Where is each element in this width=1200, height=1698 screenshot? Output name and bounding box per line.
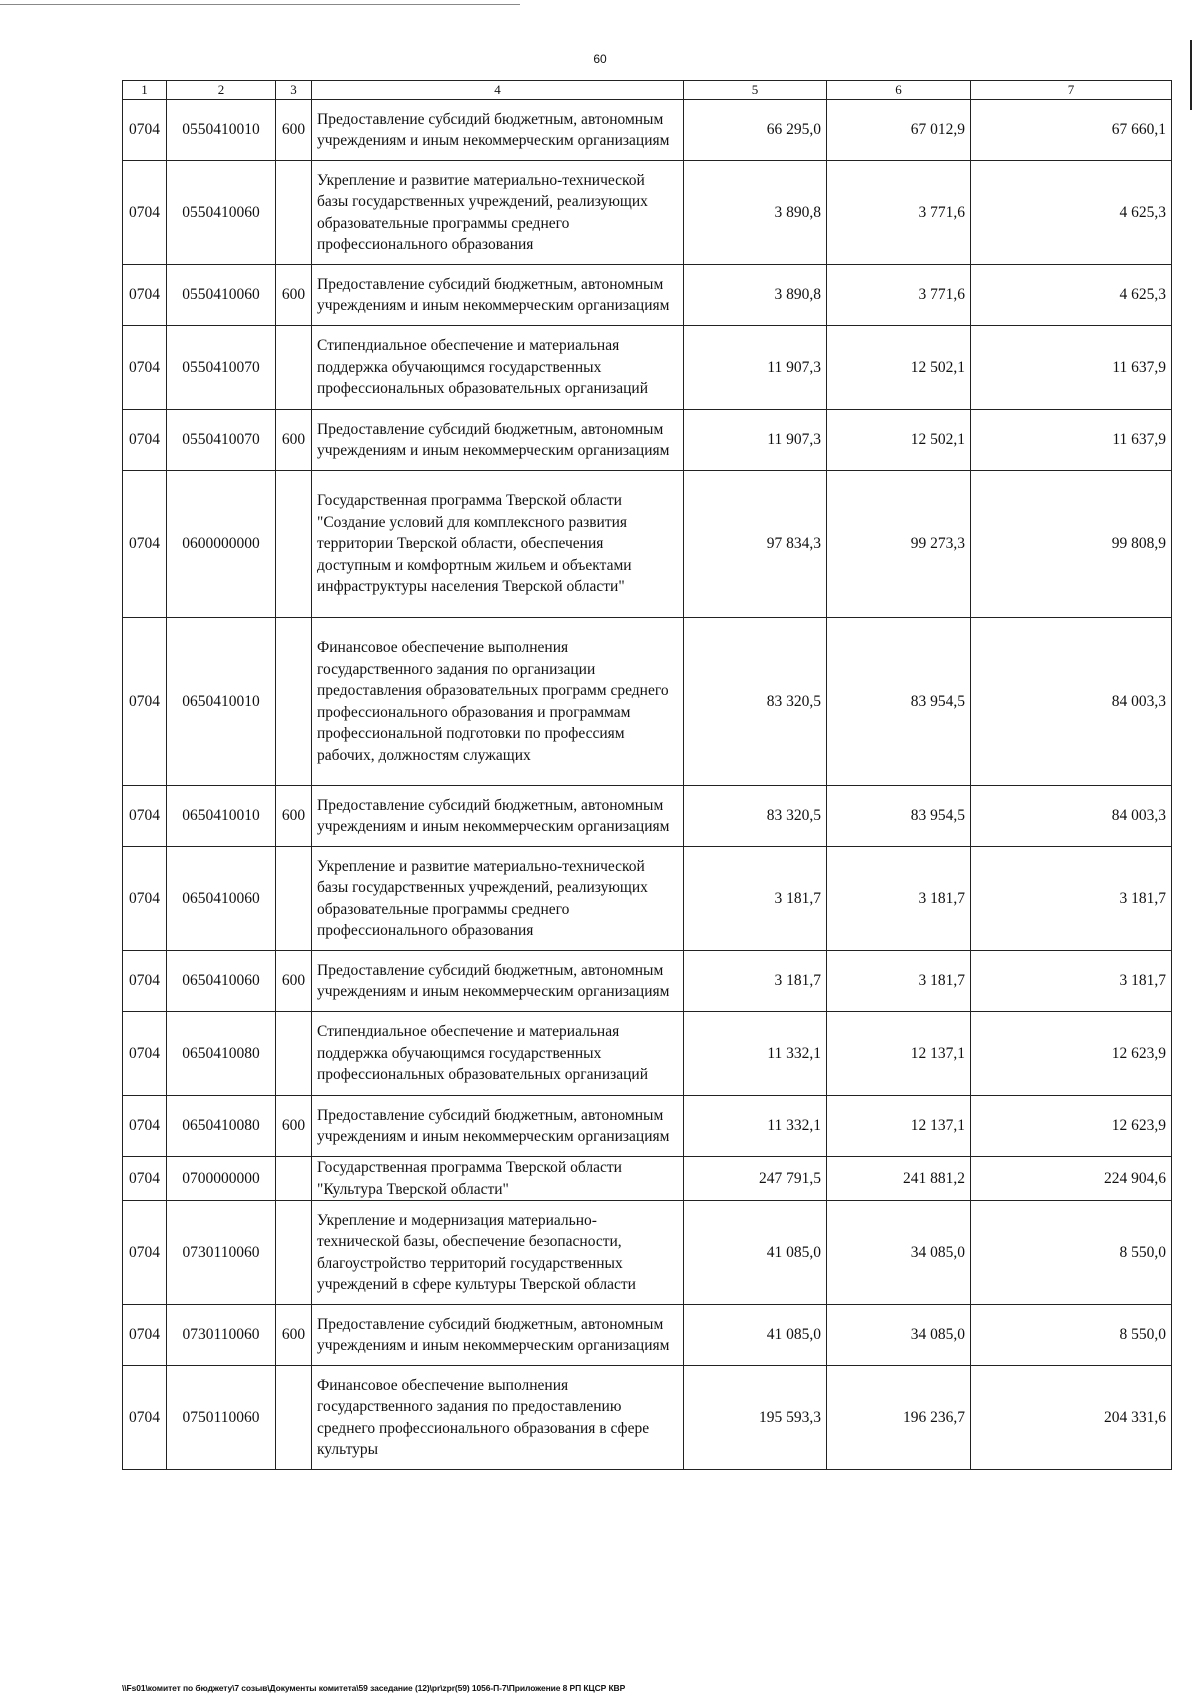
row-expense-type-code: 600 [276,1096,312,1157]
row-amount-col7: 8 550,0 [971,1305,1172,1366]
table-row [123,410,1172,471]
row-amount-col7: 224 904,6 [971,1157,1172,1201]
row-section-code: 0704 [123,265,167,326]
row-name: Предоставление субсидий бюджетным, автономным учреждениям и иным некоммерческим организациям [312,1096,684,1157]
column-header: 2 [167,81,276,100]
row-amount-col7: 8 550,0 [971,1201,1172,1305]
row-section-code: 0704 [123,1157,167,1201]
row-amount-col6: 3 771,6 [827,265,971,326]
row-section-code: 0704 [123,951,167,1012]
row-target-article-code: 0550410070 [167,410,276,471]
row-expense-type-code [276,326,312,410]
row-amount-col7: 3 181,7 [971,951,1172,1012]
row-amount-col6: 83 954,5 [827,618,971,786]
row-name: Государственная программа Тверской области "Культура Тверской области" [312,1157,684,1201]
table-row [123,786,1172,847]
row-target-article-code: 0550410060 [167,265,276,326]
row-target-article-code: 0750110060 [167,1366,276,1470]
row-amount-col5: 11 907,3 [684,326,827,410]
table-row [123,1201,1172,1305]
row-amount-col7: 3 181,7 [971,847,1172,951]
row-amount-col5: 247 791,5 [684,1157,827,1201]
row-section-code: 0704 [123,618,167,786]
row-section-code: 0704 [123,1305,167,1366]
row-expense-type-code: 600 [276,265,312,326]
row-amount-col6: 67 012,9 [827,100,971,161]
row-section-code: 0704 [123,847,167,951]
row-target-article-code: 0550410060 [167,161,276,265]
table-row [123,471,1172,618]
row-section-code: 0704 [123,471,167,618]
row-amount-col5: 11 332,1 [684,1096,827,1157]
table-row [123,618,1172,786]
row-expense-type-code: 600 [276,410,312,471]
row-amount-col7: 4 625,3 [971,265,1172,326]
row-expense-type-code [276,1201,312,1305]
row-expense-type-code [276,618,312,786]
row-amount-col5: 3 890,8 [684,265,827,326]
row-amount-col6: 196 236,7 [827,1366,971,1470]
row-section-code: 0704 [123,326,167,410]
row-target-article-code: 0730110060 [167,1201,276,1305]
row-section-code: 0704 [123,410,167,471]
row-name: Предоставление субсидий бюджетным, автономным учреждениям и иным некоммерческим организациям [312,100,684,161]
row-amount-col5: 3 890,8 [684,161,827,265]
row-amount-col6: 241 881,2 [827,1157,971,1201]
row-amount-col5: 97 834,3 [684,471,827,618]
row-name: Финансовое обеспечение выполнения государственного задания по организации предоставления образовательных программ среднего профессионального образования и программам профессиональной подготовки по профессиям рабочих, должностям служащих [312,618,684,786]
table-row [123,1305,1172,1366]
table-row [123,1157,1172,1201]
row-expense-type-code [276,161,312,265]
row-amount-col5: 83 320,5 [684,618,827,786]
row-amount-col5: 11 907,3 [684,410,827,471]
row-amount-col5: 66 295,0 [684,100,827,161]
column-header: 4 [312,81,684,100]
row-amount-col6: 3 181,7 [827,951,971,1012]
row-section-code: 0704 [123,1366,167,1470]
row-amount-col6: 83 954,5 [827,786,971,847]
row-name: Предоставление субсидий бюджетным, автономным учреждениям и иным некоммерческим организациям [312,265,684,326]
row-amount-col6: 12 502,1 [827,326,971,410]
row-amount-col7: 11 637,9 [971,410,1172,471]
column-header: 5 [684,81,827,100]
row-name: Стипендиальное обеспечение и материальная поддержка обучающимся государственных профессиональных образовательных организаций [312,326,684,410]
row-amount-col7: 67 660,1 [971,100,1172,161]
row-name: Предоставление субсидий бюджетным, автономным учреждениям и иным некоммерческим организациям [312,786,684,847]
row-amount-col7: 99 808,9 [971,471,1172,618]
row-amount-col6: 34 085,0 [827,1305,971,1366]
row-target-article-code: 0650410010 [167,786,276,847]
row-amount-col5: 41 085,0 [684,1305,827,1366]
row-expense-type-code [276,1012,312,1096]
row-target-article-code: 0650410060 [167,847,276,951]
row-amount-col6: 99 273,3 [827,471,971,618]
page-number: 60 [593,52,607,66]
row-expense-type-code [276,1157,312,1201]
row-amount-col7: 12 623,9 [971,1012,1172,1096]
row-name: Государственная программа Тверской области "Создание условий для комплексного развития территории Тверской области, обеспечения доступным и комфортным жильем и объектами инфраструктуры населения Тверской области" [312,471,684,618]
column-header: 6 [827,81,971,100]
row-expense-type-code: 600 [276,1305,312,1366]
column-header: 7 [971,81,1172,100]
row-expense-type-code [276,847,312,951]
row-target-article-code: 0650410080 [167,1012,276,1096]
table-row [123,100,1172,161]
table-row [123,951,1172,1012]
row-name: Стипендиальное обеспечение и материальная поддержка обучающимся государственных профессиональных образовательных организаций [312,1012,684,1096]
row-target-article-code: 0550410010 [167,100,276,161]
scan-top-rule [0,4,520,5]
row-amount-col7: 204 331,6 [971,1366,1172,1470]
table-row [123,326,1172,410]
row-name: Финансовое обеспечение выполнения государственного задания по предоставлению среднего профессионального образования в сфере культуры [312,1366,684,1470]
table-row [123,1366,1172,1470]
row-amount-col6: 34 085,0 [827,1201,971,1305]
row-amount-col5: 41 085,0 [684,1201,827,1305]
row-expense-type-code: 600 [276,100,312,161]
row-amount-col7: 84 003,3 [971,618,1172,786]
table-row [123,1012,1172,1096]
row-name: Предоставление субсидий бюджетным, автономным учреждениям и иным некоммерческим организациям [312,410,684,471]
file-path-footer: \\Fs01\комитет по бюджету\7 созыв\Документы комитета\59 заседание (12)\pr\zpr(59) 1056-П-7\Приложение 8 РП КЦСР КВР [122,1683,626,1693]
row-target-article-code: 0550410070 [167,326,276,410]
table-header [123,81,1172,100]
row-name: Предоставление субсидий бюджетным, автономным учреждениям и иным некоммерческим организациям [312,951,684,1012]
row-name: Укрепление и развитие материально-технической базы государственных учреждений, реализующих образовательные программы среднего профессионального образования [312,161,684,265]
row-section-code: 0704 [123,161,167,265]
column-header: 3 [276,81,312,100]
row-amount-col6: 12 137,1 [827,1096,971,1157]
row-section-code: 0704 [123,1201,167,1305]
row-target-article-code: 0650410010 [167,618,276,786]
row-target-article-code: 0700000000 [167,1157,276,1201]
table-row [123,1096,1172,1157]
row-amount-col5: 195 593,3 [684,1366,827,1470]
row-amount-col7: 11 637,9 [971,326,1172,410]
table-row [123,265,1172,326]
row-name: Укрепление и модернизация материально-технической базы, обеспечение безопасности, благоустройство территорий государственных учреждений в сфере культуры Тверской области [312,1201,684,1305]
row-amount-col7: 12 623,9 [971,1096,1172,1157]
scan-edge-mark [1190,40,1192,110]
row-amount-col6: 3 771,6 [827,161,971,265]
row-amount-col6: 12 502,1 [827,410,971,471]
row-amount-col7: 4 625,3 [971,161,1172,265]
row-name: Укрепление и развитие материально-технической базы государственных учреждений, реализующих образовательные программы среднего профессионального образования [312,847,684,951]
row-amount-col5: 3 181,7 [684,847,827,951]
table-row [123,847,1172,951]
row-expense-type-code [276,471,312,618]
row-section-code: 0704 [123,1012,167,1096]
row-amount-col6: 3 181,7 [827,847,971,951]
row-section-code: 0704 [123,1096,167,1157]
budget-table [122,80,1172,1470]
row-target-article-code: 0730110060 [167,1305,276,1366]
column-header: 1 [123,81,167,100]
row-expense-type-code: 600 [276,951,312,1012]
table-body [123,100,1172,1470]
row-expense-type-code: 600 [276,786,312,847]
row-expense-type-code [276,1366,312,1470]
row-amount-col6: 12 137,1 [827,1012,971,1096]
row-target-article-code: 0600000000 [167,471,276,618]
row-amount-col5: 11 332,1 [684,1012,827,1096]
row-amount-col5: 3 181,7 [684,951,827,1012]
row-amount-col7: 84 003,3 [971,786,1172,847]
row-section-code: 0704 [123,786,167,847]
row-target-article-code: 0650410080 [167,1096,276,1157]
table-row [123,161,1172,265]
row-section-code: 0704 [123,100,167,161]
row-amount-col5: 83 320,5 [684,786,827,847]
header-row [123,81,1172,100]
row-name: Предоставление субсидий бюджетным, автономным учреждениям и иным некоммерческим организациям [312,1305,684,1366]
row-target-article-code: 0650410060 [167,951,276,1012]
